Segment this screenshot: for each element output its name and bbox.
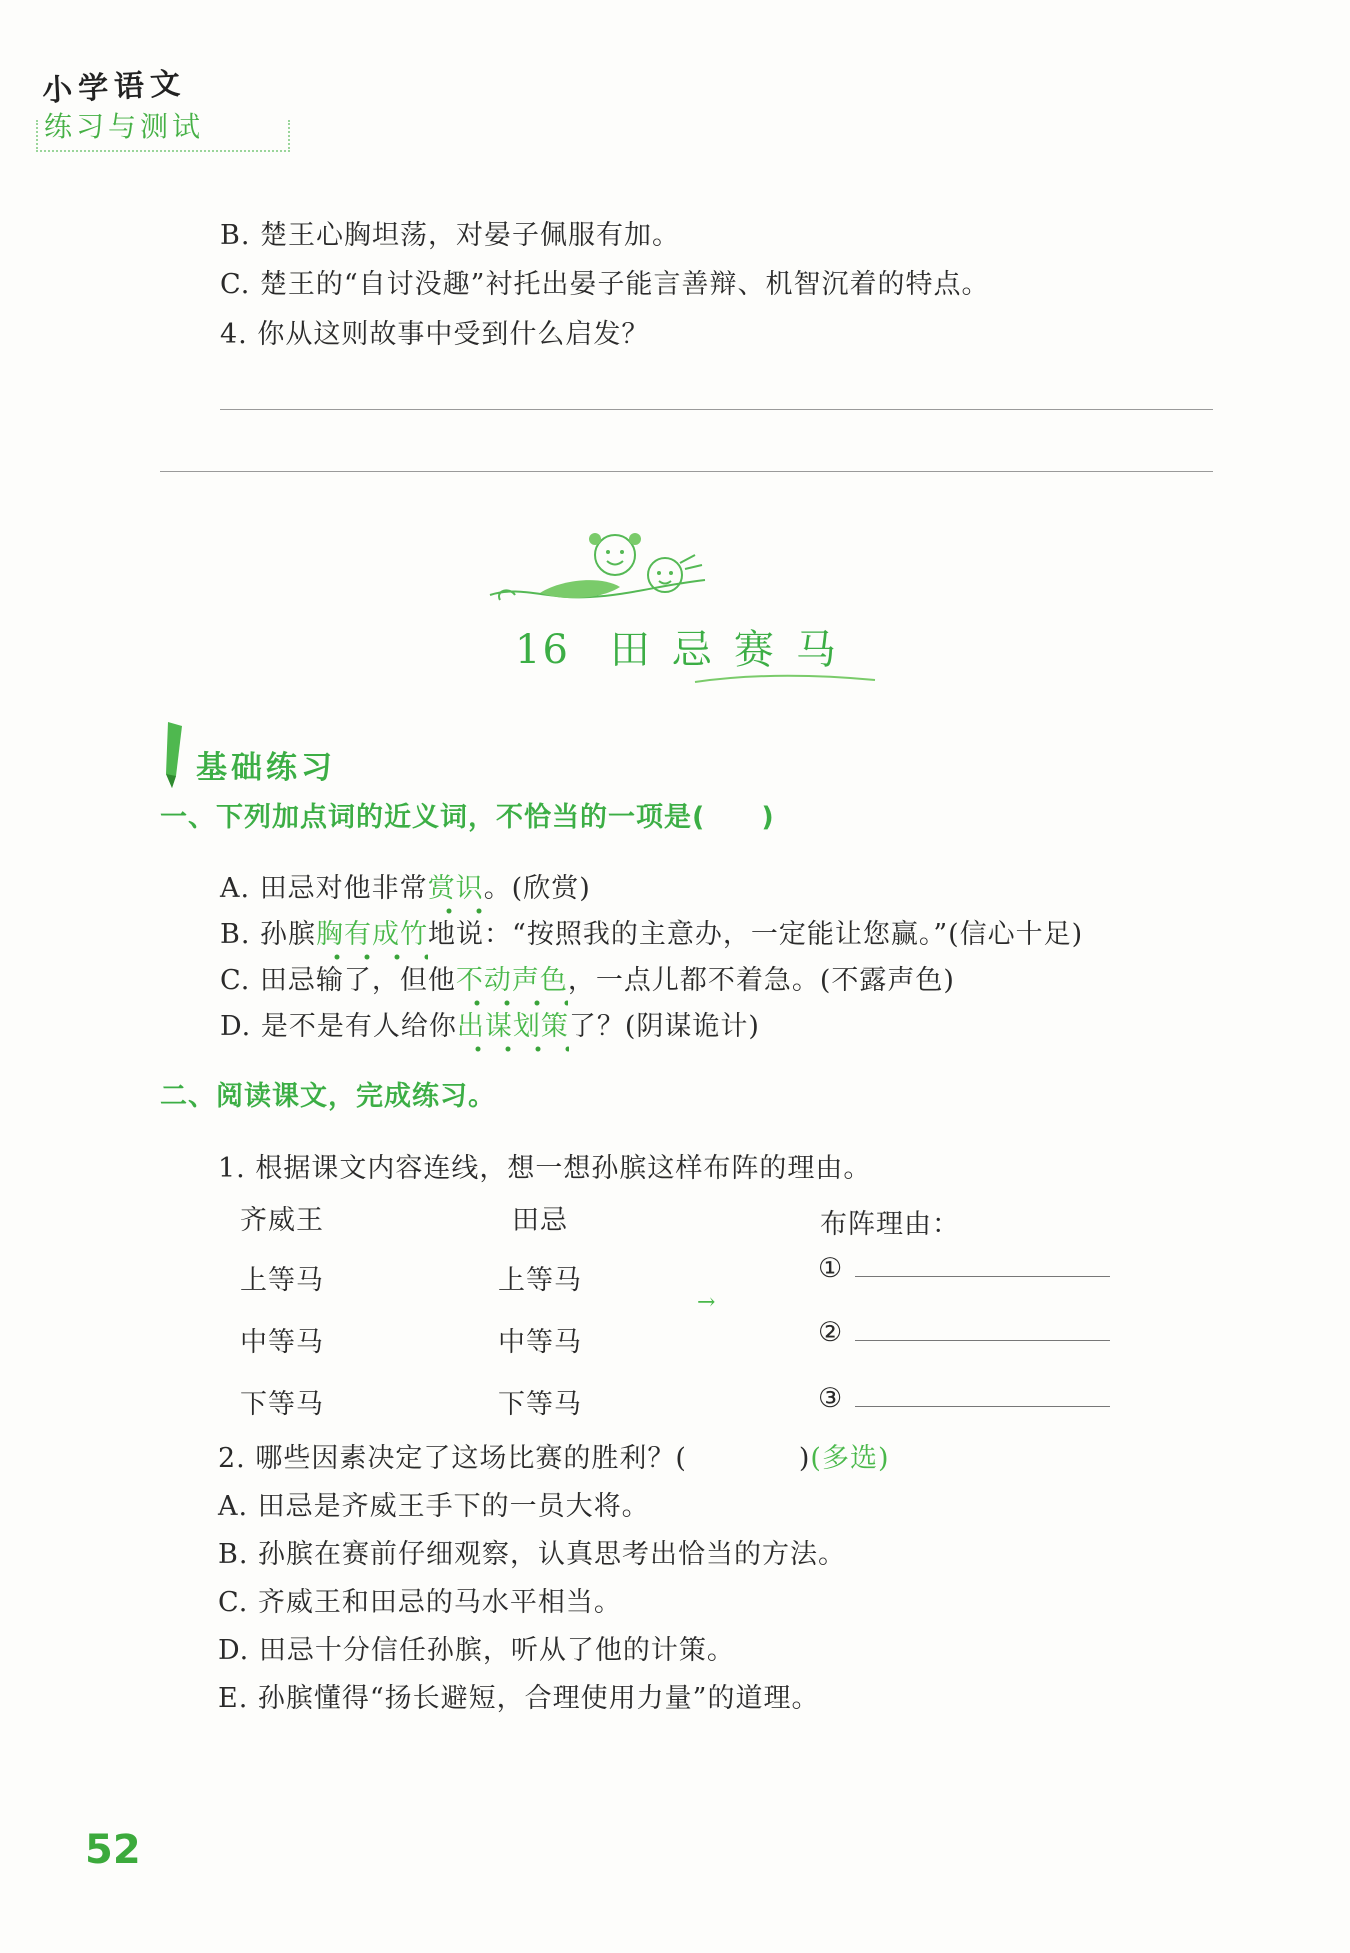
reason-blank[interactable]: [855, 1312, 1110, 1341]
reason-row-2[interactable]: [818, 1312, 1110, 1348]
reason-marker: ②: [818, 1317, 844, 1348]
prev-question-4: 4. 你从这则故事中受到什么启发？: [220, 319, 650, 350]
brand-subtitle: 练习与测试: [44, 110, 205, 143]
q2-option-a[interactable]: A. 田忌是齐威王手下的一员大将。: [218, 1491, 650, 1522]
col-reason-header: 布阵理由：: [820, 1209, 960, 1240]
q1-option-b[interactable]: [220, 912, 1083, 951]
prev-option-b: B. 楚王心胸坦荡，对晏子佩服有加。: [220, 220, 681, 251]
dotted-word: 不动声色: [455, 965, 568, 996]
king-horse-3[interactable]: 下等马: [240, 1389, 324, 1420]
option-text-pre: 田忌输了，但他: [259, 965, 456, 996]
reason-blank[interactable]: [855, 1248, 1110, 1277]
col-king-header: 齐威王: [240, 1205, 324, 1236]
answer-line-1[interactable]: [220, 409, 1213, 410]
answer-line-2[interactable]: [160, 471, 1213, 472]
q2-option-b[interactable]: B. 孙膑在赛前仔细观察，认真思考出恰当的方法。: [218, 1539, 847, 1570]
dotted-word: 胸有成竹: [316, 919, 429, 950]
question-2-heading: 二、阅读课文，完成练习。: [160, 1081, 496, 1112]
q2-option-e[interactable]: E. 孙膑懂得“扬长避短，合理使用力量”的道理。: [218, 1683, 820, 1714]
tianji-horse-3[interactable]: 下等马: [498, 1389, 582, 1420]
lesson-title: [515, 618, 858, 675]
question-1-heading: 一、下列加点词的近义词，不恰当的一项是( ): [160, 802, 775, 833]
tianji-horse-2[interactable]: 中等马: [498, 1327, 582, 1358]
title-underline-icon: [690, 670, 880, 690]
pencil-icon: [158, 720, 190, 792]
q2-sub1: 1. 根据课文内容连线，想一想孙膑这样布阵的理由。: [218, 1153, 872, 1184]
option-label: B.: [220, 919, 251, 950]
reason-row-3[interactable]: [818, 1378, 1110, 1414]
q1-option-a[interactable]: [220, 866, 591, 905]
col-tianji-header: 田忌: [512, 1205, 568, 1236]
option-text-pre: 孙膑: [260, 919, 317, 950]
option-text-post: ，一点儿都不着急。(不露声色): [567, 965, 955, 996]
q2-option-c[interactable]: C. 齐威王和田忌的马水平相当。: [218, 1587, 622, 1618]
option-label: D.: [220, 1011, 252, 1042]
option-label: A.: [220, 873, 251, 904]
lesson-number: 16: [515, 627, 570, 673]
q2-option-d[interactable]: D. 田忌十分信任孙膑，听从了他的计策。: [218, 1635, 735, 1666]
option-text-post: 。(欣赏): [483, 873, 591, 904]
reason-blank[interactable]: [855, 1378, 1110, 1407]
lesson-name: 田忌赛马: [609, 627, 858, 673]
reason-marker: ①: [818, 1253, 844, 1284]
q2-sub2: [218, 1436, 890, 1475]
option-text-pre: 田忌对他非常: [259, 873, 428, 904]
king-horse-1[interactable]: 上等马: [240, 1265, 324, 1296]
kids-illustration-icon: [480, 525, 710, 620]
dotted-word: 出谋划策: [456, 1011, 569, 1042]
arrow-icon: →: [697, 1290, 716, 1315]
option-text-post: 地说：“按照我的主意办，一定能让您赢。”(信心十足): [428, 919, 1084, 950]
q2-sub2-text: 2. 哪些因素决定了这场比赛的胜利？( ): [218, 1443, 811, 1474]
option-label: C.: [220, 965, 251, 996]
section-title: 基础练习: [196, 750, 336, 786]
dotted-word: 赏识: [427, 873, 484, 904]
q1-option-d[interactable]: [220, 1004, 760, 1043]
q1-option-c[interactable]: [220, 958, 955, 997]
tianji-horse-1[interactable]: 上等马: [498, 1265, 582, 1296]
option-text-post: 了？(阴谋诡计): [568, 1011, 760, 1042]
page-number: 52: [85, 1827, 141, 1873]
option-text-pre: 是不是有人给你: [260, 1011, 457, 1042]
multi-select-note: (多选): [810, 1443, 890, 1474]
prev-option-c: C. 楚王的“自讨没趣”衬托出晏子能言善辩、机智沉着的特点。: [220, 269, 990, 300]
reason-row-1[interactable]: [818, 1248, 1110, 1284]
brand-dotted-frame: [36, 120, 290, 152]
brand-title: 小学语文: [41, 66, 188, 109]
reason-marker: ③: [818, 1383, 844, 1414]
king-horse-2[interactable]: 中等马: [240, 1327, 324, 1358]
